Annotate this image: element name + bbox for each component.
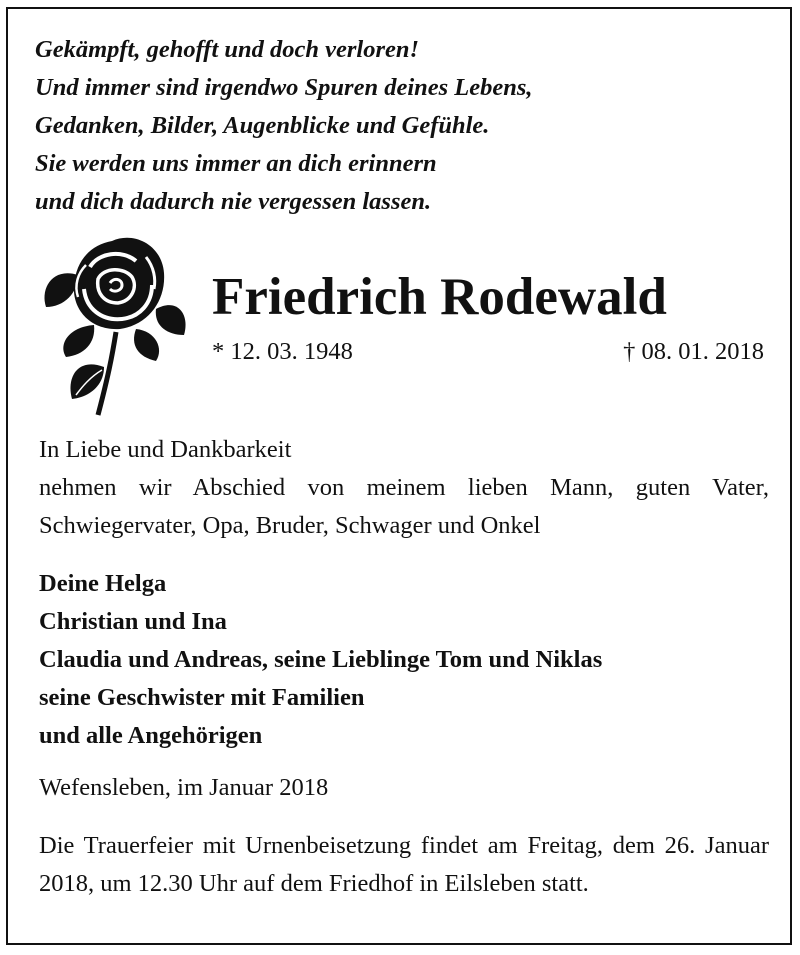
funeral-service-info: Die Trauerfeier mit Urnenbeisetzung findet am Freitag, dem 26. Januar 2018, um 12.30 Uhr auf dem Friedhof in Eilsleben statt.	[39, 832, 769, 897]
mourners-list	[39, 565, 769, 755]
intro-text: nehmen wir Abschied von meinem lieben Mann, guten Vater, Schwiegervater, Opa, Bruder, Schwager und Onkel	[39, 474, 769, 539]
poem-line: Und immer sind irgendwo Spuren deines Lebens,	[35, 74, 533, 101]
place-date: Wefensleben, im Januar 2018	[39, 774, 329, 801]
mourner: Claudia und Andreas, seine Lieblinge Tom und Niklas	[39, 646, 603, 673]
deceased-name: Friedrich Rodewald	[212, 268, 667, 326]
poem-line: Sie werden uns immer an dich erinnern	[35, 150, 437, 177]
poem-line: und dich dadurch nie vergessen lassen.	[35, 188, 432, 215]
poem-line: Gedanken, Bilder, Augenblicke und Gefühle.	[35, 112, 490, 139]
death-date: † 08. 01. 2018	[623, 338, 764, 365]
obituary-notice	[6, 7, 792, 945]
mourner: seine Geschwister mit Familien	[39, 684, 365, 711]
memorial-poem	[35, 31, 755, 221]
poem-line: Gekämpft, gehofft und doch verloren!	[35, 36, 420, 63]
intro-heading: In Liebe und Dankbarkeit	[39, 436, 292, 463]
mourner: Deine Helga	[39, 570, 167, 597]
farewell-intro	[39, 431, 769, 545]
birth-date: * 12. 03. 1948	[212, 338, 353, 365]
mourner: und alle Angehörigen	[39, 722, 263, 749]
life-dates	[212, 337, 764, 367]
rose-icon	[38, 227, 188, 417]
mourner: Christian und Ina	[39, 608, 227, 635]
